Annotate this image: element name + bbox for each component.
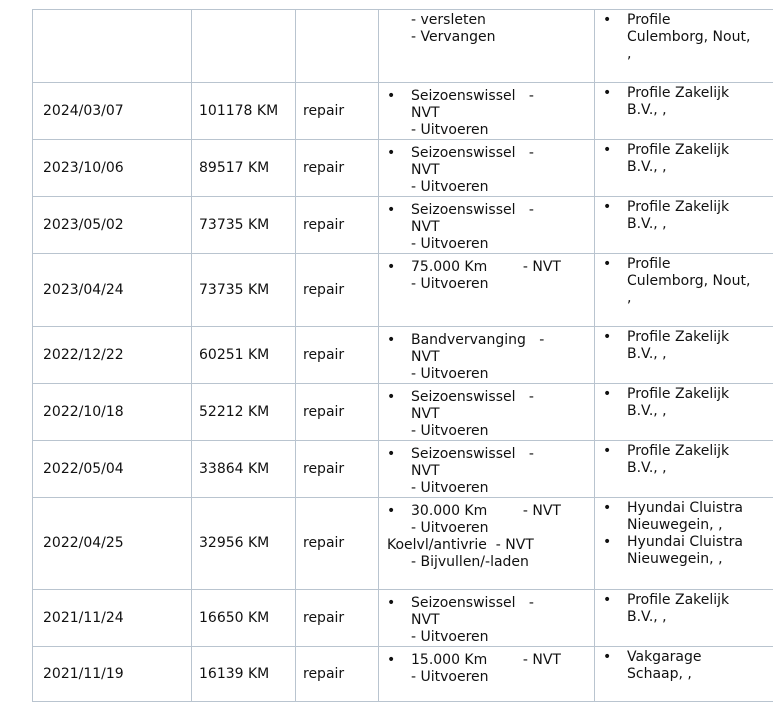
type-cell: repair xyxy=(296,327,379,384)
work-item: • Seizoenswissel - xyxy=(387,202,590,219)
mileage-cell: 52212 KM xyxy=(192,384,296,441)
table-row xyxy=(33,647,773,702)
mileage-cell: 33864 KM xyxy=(192,441,296,498)
work-item: • Seizoenswissel - xyxy=(387,595,590,612)
work-item-line: - Uitvoeren xyxy=(411,179,489,195)
work-item-line: - Uitvoeren xyxy=(411,276,489,292)
garage-item: • Profile Zakelijk xyxy=(603,329,773,346)
mileage-cell: 89517 KM xyxy=(192,140,296,197)
garage-item: • Hyundai Cluistra xyxy=(603,534,773,551)
garage-item: • Profile Zakelijk xyxy=(603,443,773,460)
work-cell xyxy=(379,647,595,702)
work-item-line: NVT xyxy=(411,162,440,178)
table-row xyxy=(33,10,773,83)
garage-item: • Profile xyxy=(603,256,773,273)
garage-item-line: Culemborg, Nout, xyxy=(627,273,751,289)
garage-cell xyxy=(595,384,773,441)
garage-item-line: Schaap, , xyxy=(627,666,692,682)
work-cell xyxy=(379,498,595,590)
work-item-line: Koelvl/antivrie - NVT xyxy=(387,537,534,553)
table-row xyxy=(33,254,773,327)
garage-item: • Profile Zakelijk xyxy=(603,592,773,609)
mileage-cell xyxy=(192,10,296,83)
date-cell xyxy=(33,10,192,83)
work-item-line: - Bijvullen/-laden xyxy=(411,554,529,570)
work-item-line: - Uitvoeren xyxy=(411,122,489,138)
work-item-line: - Uitvoeren xyxy=(411,629,489,645)
work-item-line: - Uitvoeren xyxy=(411,480,489,496)
type-cell xyxy=(296,10,379,83)
type-cell: repair xyxy=(296,254,379,327)
table-row xyxy=(33,384,773,441)
table-row xyxy=(33,83,773,140)
garage-item-line: B.V., , xyxy=(627,216,667,232)
table-body xyxy=(33,10,773,702)
garage-cell xyxy=(595,590,773,647)
garage-item-line: B.V., , xyxy=(627,102,667,118)
garage-item-line: B.V., , xyxy=(627,460,667,476)
garage-cell xyxy=(595,10,773,83)
garage-cell xyxy=(595,197,773,254)
garage-item: • Profile Zakelijk xyxy=(603,199,773,216)
work-item-line: - Vervangen xyxy=(411,29,496,45)
work-item-line: NVT xyxy=(411,219,440,235)
work-item: • 75.000 Km - NVT xyxy=(387,259,590,276)
work-item-line: - Uitvoeren xyxy=(411,423,489,439)
work-item-line: NVT xyxy=(411,349,440,365)
date-cell: 2022/12/22 xyxy=(33,327,192,384)
work-item: • Bandvervanging - xyxy=(387,332,590,349)
work-item: • 30.000 Km - NVT xyxy=(387,503,590,520)
work-item-line: NVT xyxy=(411,612,440,628)
work-cell xyxy=(379,140,595,197)
mileage-cell: 16650 KM xyxy=(192,590,296,647)
mileage-cell: 16139 KM xyxy=(192,647,296,702)
table-row xyxy=(33,498,773,590)
table-row xyxy=(33,327,773,384)
date-cell: 2022/10/18 xyxy=(33,384,192,441)
work-item-line: NVT xyxy=(411,463,440,479)
table-row xyxy=(33,140,773,197)
work-item: • Seizoenswissel - xyxy=(387,88,590,105)
garage-cell xyxy=(595,647,773,702)
work-item: • Seizoenswissel - xyxy=(387,145,590,162)
table-row xyxy=(33,197,773,254)
garage-cell xyxy=(595,140,773,197)
mileage-cell: 32956 KM xyxy=(192,498,296,590)
work-cell xyxy=(379,83,595,140)
type-cell: repair xyxy=(296,140,379,197)
garage-cell xyxy=(595,498,773,590)
type-cell: repair xyxy=(296,647,379,702)
mileage-cell: 60251 KM xyxy=(192,327,296,384)
date-cell: 2023/04/24 xyxy=(33,254,192,327)
table-row xyxy=(33,590,773,647)
garage-cell xyxy=(595,327,773,384)
garage-item: • Profile Zakelijk xyxy=(603,85,773,102)
work-cell xyxy=(379,590,595,647)
maintenance-history-table xyxy=(32,9,773,702)
garage-item-line: B.V., , xyxy=(627,159,667,175)
work-item: • 15.000 Km - NVT xyxy=(387,652,590,669)
work-item-line: - Uitvoeren xyxy=(411,520,489,536)
garage-item: • Profile Zakelijk xyxy=(603,142,773,159)
work-cell xyxy=(379,254,595,327)
mileage-cell: 73735 KM xyxy=(192,197,296,254)
work-item-line: - Uitvoeren xyxy=(411,236,489,252)
date-cell: 2021/11/24 xyxy=(33,590,192,647)
garage-cell xyxy=(595,254,773,327)
work-item-line: - Uitvoeren xyxy=(411,366,489,382)
garage-item-line: Culemborg, Nout, xyxy=(627,29,751,45)
work-cell xyxy=(379,197,595,254)
work-cell xyxy=(379,10,595,83)
garage-cell xyxy=(595,83,773,140)
garage-item-line: B.V., , xyxy=(627,609,667,625)
date-cell: 2023/10/06 xyxy=(33,140,192,197)
date-cell: 2024/03/07 xyxy=(33,83,192,140)
garage-item-line: , xyxy=(627,290,632,306)
work-item: • Seizoenswissel - xyxy=(387,389,590,406)
type-cell: repair xyxy=(296,83,379,140)
work-item-line: NVT xyxy=(411,105,440,121)
garage-item-line: , xyxy=(627,46,632,62)
garage-item-line: B.V., , xyxy=(627,346,667,362)
date-cell: 2022/05/04 xyxy=(33,441,192,498)
mileage-cell: 101178 KM xyxy=(192,83,296,140)
type-cell: repair xyxy=(296,498,379,590)
date-cell: 2023/05/02 xyxy=(33,197,192,254)
work-cell xyxy=(379,384,595,441)
garage-item: • Profile xyxy=(603,12,773,29)
work-item-line: NVT xyxy=(411,406,440,422)
garage-item-line: Nieuwegein, , xyxy=(627,551,723,567)
garage-item: • Hyundai Cluistra xyxy=(603,500,773,517)
type-cell: repair xyxy=(296,590,379,647)
date-cell: 2021/11/19 xyxy=(33,647,192,702)
type-cell: repair xyxy=(296,384,379,441)
table-row xyxy=(33,441,773,498)
work-cell xyxy=(379,327,595,384)
date-cell: 2022/04/25 xyxy=(33,498,192,590)
garage-item: • Vakgarage xyxy=(603,649,773,666)
garage-item-line: B.V., , xyxy=(627,403,667,419)
work-item: • Seizoenswissel - xyxy=(387,446,590,463)
work-item-line: - versleten xyxy=(411,12,486,28)
work-cell xyxy=(379,441,595,498)
garage-cell xyxy=(595,441,773,498)
type-cell: repair xyxy=(296,197,379,254)
work-item-line: - Uitvoeren xyxy=(411,669,489,685)
type-cell: repair xyxy=(296,441,379,498)
garage-item: • Profile Zakelijk xyxy=(603,386,773,403)
mileage-cell: 73735 KM xyxy=(192,254,296,327)
garage-item-line: Nieuwegein, , xyxy=(627,517,723,533)
